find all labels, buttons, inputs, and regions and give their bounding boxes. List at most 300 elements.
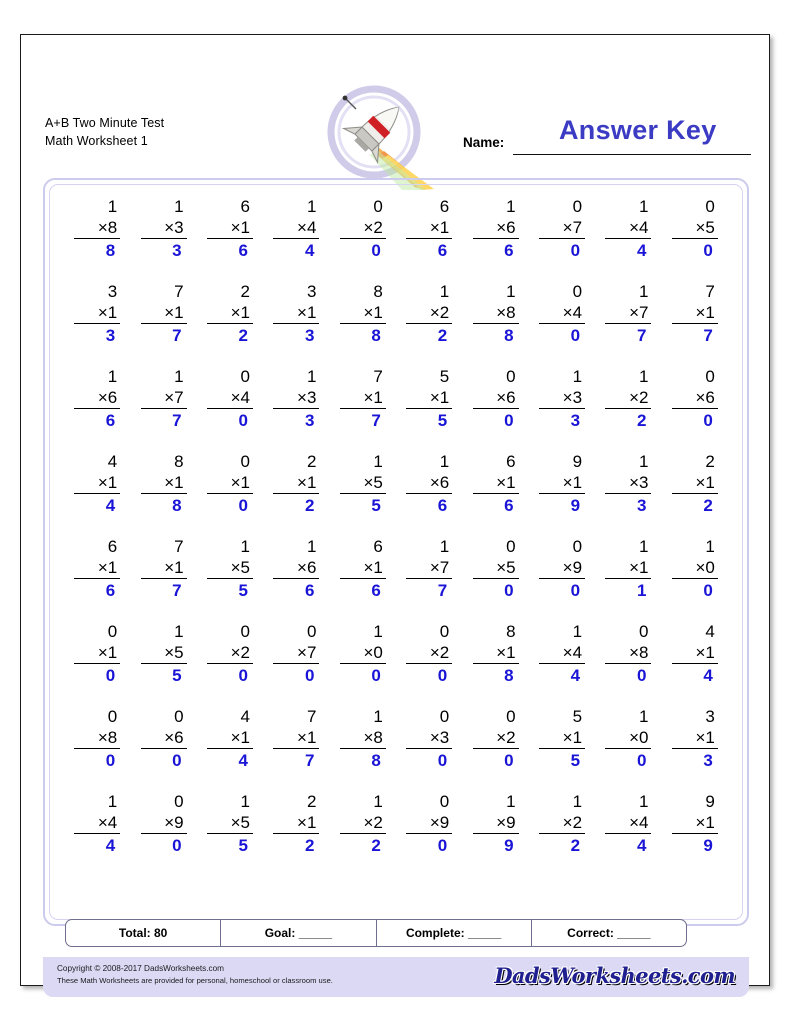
problem-cell <box>595 367 661 452</box>
problem-row <box>64 622 728 707</box>
problem <box>539 197 585 263</box>
problem-cell <box>64 197 130 282</box>
problem-cell <box>263 282 329 367</box>
answer-key-title: Answer Key <box>559 115 717 145</box>
problem-cell <box>64 452 130 537</box>
problem-cell <box>263 452 329 537</box>
problem-operand-bottom: ×1 <box>473 472 519 494</box>
problem-answer: 9 <box>504 836 514 855</box>
problem <box>340 197 386 263</box>
score-cell[interactable]: Total: 80 <box>66 920 221 946</box>
problem-answer: 8 <box>504 326 514 345</box>
problem <box>473 282 519 348</box>
problem-operand-top: 5 <box>439 367 450 386</box>
problem-operand-bottom: ×1 <box>340 557 386 579</box>
problem-operand-top: 2 <box>306 792 317 811</box>
problem <box>605 367 651 433</box>
problem-operand-top: 1 <box>373 452 383 471</box>
problem-cell <box>130 367 196 452</box>
usage-text: These Math Worksheets are provided for personal, homeschool or classroom use. <box>57 976 333 985</box>
problem-operand-bottom: ×6 <box>672 387 718 409</box>
problem <box>539 622 585 688</box>
problem-operand-top: 1 <box>572 367 583 386</box>
problem-answer: 5 <box>570 751 581 770</box>
problem <box>273 367 319 433</box>
problem <box>605 282 651 348</box>
problem-operand-bottom: ×1 <box>141 557 187 579</box>
problem-cell <box>64 282 130 367</box>
problem-cell <box>396 197 462 282</box>
problem <box>340 792 386 858</box>
problem-operand-top: 0 <box>306 622 317 641</box>
problem-cell <box>263 197 329 282</box>
problem-row <box>64 707 728 792</box>
problem-operand-top: 1 <box>107 792 118 811</box>
problem-operand-bottom: ×1 <box>74 557 120 579</box>
problem <box>605 197 651 263</box>
problem-answer: 0 <box>371 241 381 260</box>
problem-cell <box>595 792 661 877</box>
problem <box>74 367 120 433</box>
problem-operand-top: 1 <box>638 537 649 556</box>
problem-answer: 8 <box>105 241 116 260</box>
problem-cell <box>130 537 196 622</box>
problem-cell <box>64 367 130 452</box>
problem <box>141 707 187 773</box>
problem-cell <box>197 197 263 282</box>
problem <box>539 367 585 433</box>
problem <box>539 452 585 518</box>
problem-cell <box>197 367 263 452</box>
problem-cell <box>662 452 728 537</box>
problem <box>141 792 187 858</box>
problem-operand-top: 2 <box>240 282 251 301</box>
problem-operand-bottom: ×2 <box>539 812 585 834</box>
problem-cell <box>197 622 263 707</box>
problem-answer: 2 <box>238 326 249 345</box>
problem-operand-bottom: ×1 <box>672 812 718 834</box>
problem-operand-top: 1 <box>306 197 317 216</box>
problem <box>74 707 120 773</box>
problem-operand-bottom: ×6 <box>141 727 187 749</box>
problem-operand-bottom: ×4 <box>539 302 585 324</box>
problem-operand-top: 0 <box>572 282 583 301</box>
problem-cell <box>263 792 329 877</box>
problem-operand-top: 7 <box>705 282 715 301</box>
score-cell[interactable]: Complete: _____ <box>377 920 532 946</box>
problem <box>672 792 718 858</box>
problem-answer: 5 <box>371 496 381 515</box>
problem-answer: 0 <box>238 496 249 515</box>
problem-cell <box>197 452 263 537</box>
problem-cell <box>396 452 462 537</box>
problem-operand-bottom: ×1 <box>273 302 319 324</box>
problem-answer: 4 <box>105 496 116 515</box>
problem-row <box>64 792 728 877</box>
problem-operand-top: 6 <box>506 452 516 471</box>
problem-operand-top: 1 <box>439 537 450 556</box>
problem-answer: 2 <box>437 326 448 345</box>
problem <box>273 622 319 688</box>
problem-operand-top: 0 <box>240 367 251 386</box>
problem-operand-top: 6 <box>107 537 118 556</box>
problem-operand-bottom: ×9 <box>406 812 452 834</box>
problem-operand-top: 0 <box>439 792 450 811</box>
problem-row <box>64 452 728 537</box>
problem-answer: 0 <box>703 581 713 600</box>
problem-operand-bottom: ×1 <box>672 472 718 494</box>
problem-operand-top: 7 <box>174 537 184 556</box>
copyright-text: Copyright © 2008-2017 DadsWorksheets.com <box>57 964 224 973</box>
problem-operand-bottom: ×3 <box>273 387 319 409</box>
problem-answer: 7 <box>172 411 182 430</box>
problem-answer: 7 <box>437 581 448 600</box>
problem <box>74 282 120 348</box>
problem-operand-top: 1 <box>107 367 118 386</box>
problem-operand-bottom: ×8 <box>74 217 120 239</box>
problem-cell <box>529 197 595 282</box>
problem-operand-bottom: ×4 <box>74 812 120 834</box>
problem <box>406 367 452 433</box>
problem-operand-top: 1 <box>705 537 715 556</box>
problem-operand-bottom: ×7 <box>539 217 585 239</box>
problem <box>207 537 253 603</box>
problem-cell <box>662 367 728 452</box>
problem-cell <box>462 197 528 282</box>
problem-row <box>64 282 728 367</box>
problem-cell <box>330 622 396 707</box>
problem <box>406 282 452 348</box>
problem-operand-bottom: ×4 <box>605 812 651 834</box>
problem-operand-bottom: ×6 <box>273 557 319 579</box>
problem-answer: 7 <box>172 581 182 600</box>
problem-operand-bottom: ×1 <box>74 302 120 324</box>
problem-answer: 8 <box>504 666 514 685</box>
problem-operand-top: 1 <box>638 282 649 301</box>
problem-cell <box>396 792 462 877</box>
worksheet-title-line2: Math Worksheet 1 <box>45 134 148 148</box>
problem-operand-top: 0 <box>506 367 516 386</box>
problem-operand-top: 0 <box>638 622 649 641</box>
problem <box>473 707 519 773</box>
problem-answer: 3 <box>105 326 116 345</box>
problem-answer: 1 <box>636 581 647 600</box>
problem-answer: 0 <box>172 836 182 855</box>
problem-operand-bottom: ×2 <box>207 642 253 664</box>
problem-operand-bottom: ×1 <box>207 727 253 749</box>
problem-answer: 0 <box>105 666 116 685</box>
problem <box>207 197 253 263</box>
problem-cell <box>595 622 661 707</box>
problem-operand-bottom: ×1 <box>539 472 585 494</box>
problem <box>74 622 120 688</box>
problem-operand-top: 1 <box>373 792 383 811</box>
problem-operand-bottom: ×1 <box>141 302 187 324</box>
problem-answer: 0 <box>437 666 448 685</box>
name-label: Name: <box>463 135 505 150</box>
problem-operand-bottom: ×1 <box>605 557 651 579</box>
problem-operand-bottom: ×1 <box>473 642 519 664</box>
problem-answer: 4 <box>105 836 116 855</box>
problem-cell <box>462 792 528 877</box>
problem-operand-top: 0 <box>174 792 184 811</box>
worksheet-title <box>45 114 164 150</box>
problem-cell <box>662 197 728 282</box>
problem <box>406 197 452 263</box>
problem <box>473 197 519 263</box>
problem-operand-bottom: ×8 <box>605 642 651 664</box>
problem-answer: 0 <box>570 326 581 345</box>
problem <box>273 282 319 348</box>
problem-answer: 4 <box>570 666 581 685</box>
problem-operand-bottom: ×0 <box>672 557 718 579</box>
problems-panel <box>43 178 749 926</box>
problem-operand-bottom: ×1 <box>74 472 120 494</box>
problem-operand-bottom: ×3 <box>406 727 452 749</box>
problem <box>141 367 187 433</box>
score-cell[interactable]: Goal: _____ <box>221 920 376 946</box>
problem-cell <box>330 367 396 452</box>
problem-operand-top: 0 <box>506 537 516 556</box>
problem-operand-bottom: ×7 <box>605 302 651 324</box>
problem <box>473 367 519 433</box>
worksheet-page <box>20 34 770 986</box>
problem-cell <box>263 537 329 622</box>
problem-operand-top: 3 <box>705 707 715 726</box>
problem-operand-bottom: ×1 <box>406 387 452 409</box>
problem-operand-bottom: ×2 <box>605 387 651 409</box>
problem-cell <box>396 367 462 452</box>
problem-operand-top: 8 <box>373 282 383 301</box>
problem-cell <box>330 707 396 792</box>
problem-answer: 0 <box>504 581 514 600</box>
problem-cell <box>662 537 728 622</box>
problem-answer: 6 <box>437 496 448 515</box>
problem-operand-bottom: ×2 <box>406 642 452 664</box>
problem-answer: 4 <box>703 666 713 685</box>
problem-operand-top: 1 <box>174 622 184 641</box>
problem-answer: 0 <box>636 751 647 770</box>
problem-cell <box>462 622 528 707</box>
problem-row <box>64 367 728 452</box>
problem-operand-bottom: ×1 <box>207 217 253 239</box>
problem-operand-bottom: ×6 <box>473 387 519 409</box>
problem-cell <box>130 707 196 792</box>
problem <box>340 367 386 433</box>
problem-operand-bottom: ×2 <box>406 302 452 324</box>
problem-answer: 3 <box>570 411 581 430</box>
problem-answer: 2 <box>304 496 315 515</box>
problem-operand-top: 7 <box>174 282 184 301</box>
problem-answer: 3 <box>172 241 182 260</box>
problem-operand-top: 1 <box>439 282 450 301</box>
problem-operand-top: 0 <box>506 707 516 726</box>
problem-operand-bottom: ×5 <box>473 557 519 579</box>
problem-operand-top: 6 <box>373 537 383 556</box>
problem-operand-top: 4 <box>705 622 715 641</box>
problem <box>473 622 519 688</box>
dadsworksheets-logo: DadsWorksheets.com <box>494 963 735 988</box>
problem-operand-bottom: ×1 <box>539 727 585 749</box>
problem-answer: 2 <box>304 836 315 855</box>
problem-answer: 2 <box>703 496 713 515</box>
problem-operand-bottom: ×6 <box>406 472 452 494</box>
problem-operand-top: 4 <box>240 707 251 726</box>
problem-operand-top: 1 <box>107 197 118 216</box>
problem-operand-top: 2 <box>705 452 715 471</box>
problem-operand-bottom: ×2 <box>473 727 519 749</box>
problem-answer: 2 <box>570 836 581 855</box>
problem-operand-top: 1 <box>373 707 383 726</box>
problem <box>406 622 452 688</box>
problem-cell <box>396 707 462 792</box>
problem <box>141 452 187 518</box>
problem-answer: 0 <box>504 751 514 770</box>
problem <box>273 792 319 858</box>
problem-answer: 3 <box>304 326 315 345</box>
problem-cell <box>529 792 595 877</box>
problem-cell <box>130 452 196 537</box>
problem-operand-top: 9 <box>705 792 715 811</box>
problem-operand-bottom: ×1 <box>672 302 718 324</box>
problem-cell <box>662 622 728 707</box>
problem-cell <box>263 622 329 707</box>
problem-operand-top: 0 <box>240 452 251 471</box>
problem-cell <box>130 197 196 282</box>
problem-answer: 0 <box>371 666 381 685</box>
problem-answer: 0 <box>437 836 448 855</box>
problem-cell <box>595 282 661 367</box>
score-cell[interactable]: Correct: _____ <box>567 926 651 940</box>
problem-cell <box>462 707 528 792</box>
problem-answer: 0 <box>703 411 713 430</box>
problem-operand-bottom: ×1 <box>74 642 120 664</box>
problem-answer: 9 <box>570 496 581 515</box>
worksheet-footer <box>43 957 749 997</box>
problem-answer: 6 <box>371 581 381 600</box>
problem-cell <box>529 537 595 622</box>
problem-cell <box>130 282 196 367</box>
problem-answer: 7 <box>703 326 713 345</box>
problem-operand-bottom: ×9 <box>141 812 187 834</box>
problem-answer: 5 <box>238 581 249 600</box>
problem-cell <box>462 452 528 537</box>
problem-operand-top: 1 <box>638 197 649 216</box>
problem-operand-bottom: ×1 <box>340 302 386 324</box>
problem-operand-top: 1 <box>506 792 516 811</box>
problem-operand-bottom: ×2 <box>340 812 386 834</box>
problem-cell <box>330 537 396 622</box>
problem-cell <box>462 367 528 452</box>
problem <box>473 537 519 603</box>
problem-operand-top: 1 <box>638 792 649 811</box>
problem-operand-top: 1 <box>306 537 317 556</box>
problem-operand-top: 0 <box>174 707 184 726</box>
problem-operand-top: 0 <box>572 197 583 216</box>
problem-answer: 8 <box>172 496 182 515</box>
problem-answer: 8 <box>371 751 381 770</box>
problem <box>672 197 718 263</box>
problem-answer: 0 <box>570 581 581 600</box>
problem-answer: 7 <box>304 751 315 770</box>
problem-cell <box>64 537 130 622</box>
problem <box>340 707 386 773</box>
problem-operand-top: 8 <box>174 452 184 471</box>
problem-operand-bottom: ×1 <box>273 812 319 834</box>
problem <box>672 452 718 518</box>
problem-answer: 0 <box>636 666 647 685</box>
problem-operand-bottom: ×8 <box>340 727 386 749</box>
problem-answer: 0 <box>238 666 249 685</box>
problem-cell <box>529 367 595 452</box>
problem <box>74 792 120 858</box>
problem <box>207 792 253 858</box>
problem-cell <box>595 537 661 622</box>
problem-operand-bottom: ×8 <box>74 727 120 749</box>
problem-cell <box>396 622 462 707</box>
problem <box>605 537 651 603</box>
problem-operand-top: 1 <box>506 282 516 301</box>
problem <box>539 282 585 348</box>
problem-answer: 0 <box>304 666 315 685</box>
problem-operand-bottom: ×6 <box>473 217 519 239</box>
problem-operand-bottom: ×9 <box>539 557 585 579</box>
problem-cell <box>330 792 396 877</box>
problem <box>605 707 651 773</box>
problem <box>406 792 452 858</box>
problem-cell <box>529 622 595 707</box>
problem-answer: 6 <box>437 241 448 260</box>
problem-answer: 6 <box>105 411 116 430</box>
problem-answer: 3 <box>703 751 713 770</box>
problem-operand-bottom: ×4 <box>605 217 651 239</box>
problem-cell <box>197 282 263 367</box>
problem-operand-top: 0 <box>240 622 251 641</box>
problem <box>207 282 253 348</box>
problem <box>539 707 585 773</box>
problem <box>539 792 585 858</box>
problem-cell <box>263 707 329 792</box>
problem-operand-bottom: ×3 <box>605 472 651 494</box>
problem <box>672 367 718 433</box>
problem-operand-bottom: ×5 <box>672 217 718 239</box>
problem-answer: 4 <box>636 241 647 260</box>
problem <box>473 452 519 518</box>
worksheet-title-line1: A+B Two Minute Test <box>45 116 165 130</box>
problem-operand-bottom: ×3 <box>141 217 187 239</box>
problem-cell <box>330 452 396 537</box>
problem-answer: 5 <box>172 666 182 685</box>
problem-cell <box>662 707 728 792</box>
problem-operand-bottom: ×7 <box>406 557 452 579</box>
problem-operand-top: 0 <box>107 622 118 641</box>
problem-operand-top: 1 <box>506 197 516 216</box>
problem-cell <box>662 792 728 877</box>
problem-operand-bottom: ×4 <box>539 642 585 664</box>
problem-cell <box>662 282 728 367</box>
problem <box>605 792 651 858</box>
problem-answer: 5 <box>238 836 249 855</box>
problem <box>207 622 253 688</box>
problem-operand-top: 1 <box>638 367 649 386</box>
problem-operand-bottom: ×1 <box>406 217 452 239</box>
problem-cell <box>529 452 595 537</box>
problem-operand-top: 0 <box>439 622 450 641</box>
problem-operand-bottom: ×1 <box>207 302 253 324</box>
problem <box>672 707 718 773</box>
problem <box>340 622 386 688</box>
name-input-line[interactable] <box>513 154 751 155</box>
